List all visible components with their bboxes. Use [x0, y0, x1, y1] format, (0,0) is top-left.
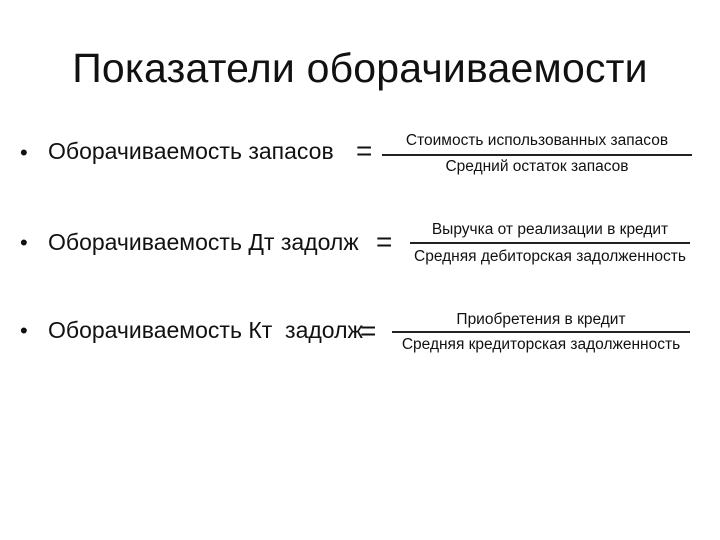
bullet: •: [20, 230, 28, 255]
fraction-denominator: Средняя дебиторская задолженность: [414, 248, 686, 265]
fraction-numerator: Выручка от реализации в кредит: [431, 221, 669, 238]
equals-sign: =: [360, 315, 377, 346]
formula-inventory-turnover: [20, 132, 700, 182]
equals-sign: =: [356, 135, 373, 166]
fraction-bar: [382, 154, 692, 156]
formula-label: Оборачиваемость Кт задолж: [48, 317, 363, 343]
formula-label: Оборачиваемость Дт задолж: [48, 229, 359, 255]
fraction-bar: [410, 242, 690, 244]
slide-title: Показатели оборачиваемости: [72, 45, 648, 91]
fraction-numerator: Стоимость использованных запасов: [405, 132, 669, 149]
formula-payables-turnover: [20, 310, 700, 360]
fraction-bar: [392, 331, 690, 333]
fraction: [410, 220, 690, 266]
fraction-denominator: Средний остаток запасов: [445, 158, 629, 175]
fraction-denominator: Средняя кредиторская задолженность: [401, 336, 681, 353]
equals-sign: =: [376, 226, 393, 257]
bullet: •: [20, 140, 28, 165]
fraction: [392, 310, 690, 356]
bullet: •: [20, 318, 28, 343]
fraction: [382, 132, 692, 176]
fraction-numerator: Приобретения в кредит: [456, 311, 626, 328]
formula-receivables-turnover: [20, 220, 700, 270]
formula-label: Оборачиваемость запасов: [48, 138, 334, 164]
